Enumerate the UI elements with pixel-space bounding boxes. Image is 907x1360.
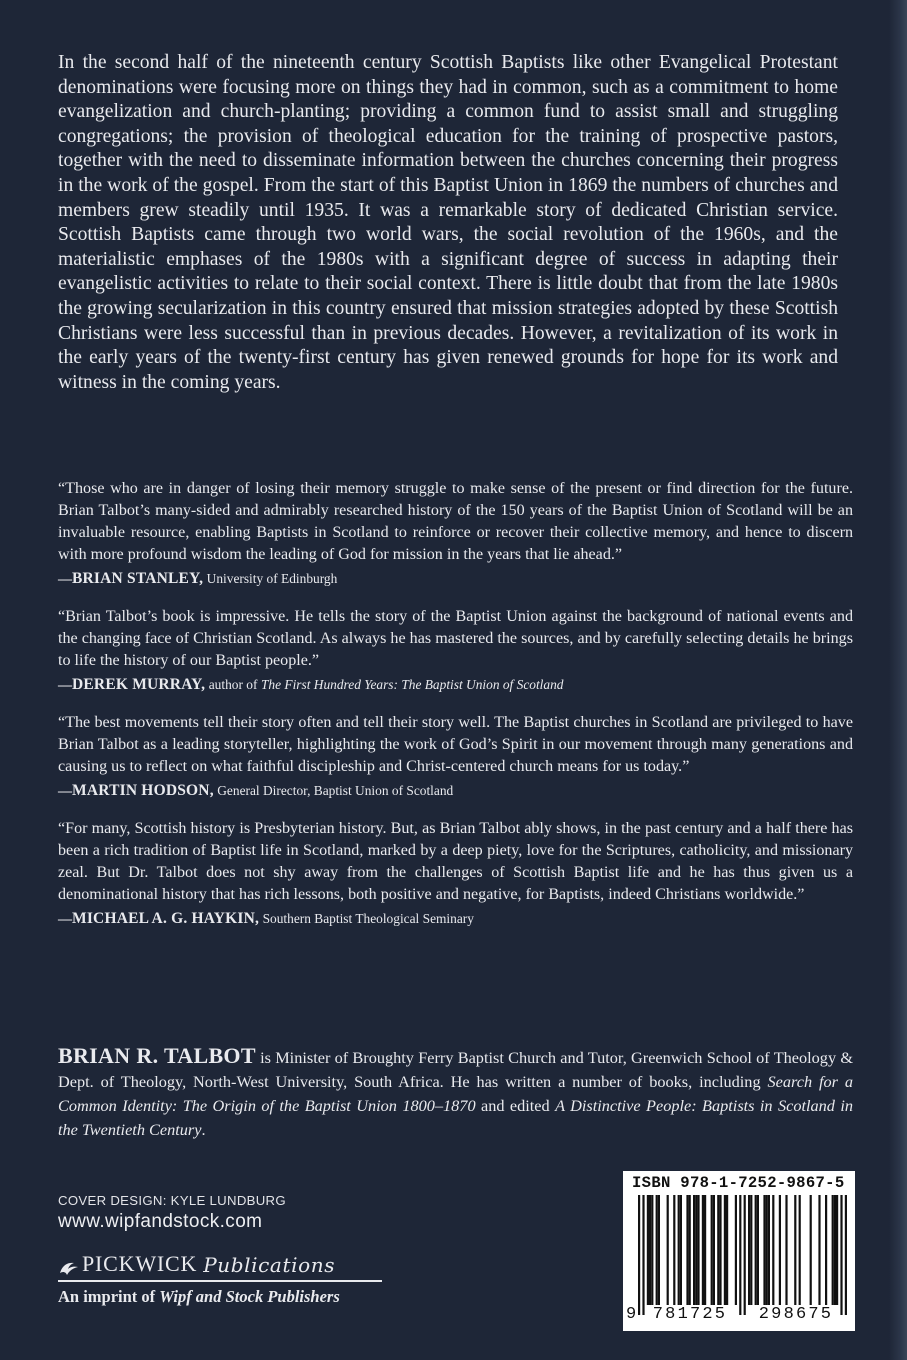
pickwick-bird-icon (58, 1257, 80, 1277)
barcode-bar (724, 1195, 726, 1305)
endorsement-text: “For many, Scottish history is Presbyterian history. But, as Brian Talbot ably shows, in the past century and a half there has been a rich tradition of Baptist life in Scotland, marked by a deep piety, love for the Scriptures, catholicity, and missionary zeal. But Dr. Talbot does not shy away from the challenges of Scottish Baptist life and he has thus given us a denominational history that has rich lessons, both positive and negative, for Baptists, indeed Christians worldwide.” (58, 820, 853, 903)
barcode-bar (673, 1195, 675, 1305)
barcode-bar (750, 1195, 752, 1305)
barcode-bar (772, 1195, 774, 1305)
barcode-bar (680, 1195, 682, 1305)
barcode-bar (755, 1195, 757, 1305)
attribution-dash: — (58, 912, 72, 927)
bio-book-title: A Distinctive People: Baptists in Scotland in the Twentieth Century (58, 1096, 853, 1139)
cover-edge-strip (889, 0, 907, 1360)
barcode-bar (651, 1195, 653, 1305)
barcode-bar (638, 1195, 640, 1315)
endorser-affiliation: author of (208, 677, 258, 692)
barcode-bar (845, 1195, 847, 1315)
barcode-bar (695, 1195, 697, 1305)
publisher-website: www.wipfandstock.com (58, 1211, 263, 1232)
endorsement-attribution (58, 781, 853, 802)
endorsements (58, 478, 853, 946)
barcode-bar (689, 1195, 691, 1305)
attribution-dash: — (58, 572, 72, 587)
endorser-affiliation: Southern Baptist Theological Seminary (262, 911, 474, 926)
isbn-label: ISBN 978-1-7252-9867-5 (632, 1174, 845, 1192)
barcode-bar (840, 1195, 842, 1315)
barcode-bar (667, 1195, 669, 1305)
endorsement-1 (58, 478, 853, 590)
barcode-bar (711, 1195, 713, 1305)
barcode-bar (735, 1195, 737, 1305)
barcode-bar (836, 1195, 838, 1305)
endorsement-attribution (58, 569, 853, 590)
barcode-bar (693, 1195, 695, 1305)
publisher-name: PICKWICK (82, 1251, 198, 1276)
barcode-bar (766, 1195, 768, 1305)
cover-design-credit: COVER DESIGN: KYLE LUNDBURG (58, 1193, 286, 1208)
isbn-barcode (623, 1171, 855, 1331)
book-description: In the second half of the nineteenth century Scottish Baptists like other Evangelical Protestant denominations were focusing more on things they had in common, such as a commitment to home evangelization and church-planting; providing a common fund to assist small and struggling congregations; the provision of theological education for the training of prospective pastors, together with the need to disseminate information between the churches concerning their progress in the work of the gospel. From the start of this Baptist Union in 1869 the numbers of churches and members grew steadily until 1935. It was a remarkable story of dedicated Christian service. Scottish Baptists came through two world wars, the social revolution of the 1960s, and the materialistic emphases of the 1980s with a significant degree of success in adapting their evangelistic activities to relate to their social context. There is little doubt that from the late 1980s the growing secularization in this country ensured that mission strategies adopted by these Scottish Christians were less successful than in previous decades. However, a revitalization of its work in the early years of the twenty-first century has given renewed grounds for hope for its work and witness in the coming years. (58, 52, 838, 393)
barcode-bar (719, 1195, 721, 1305)
endorsement-text: “Brian Talbot’s book is impressive. He tells the story of the Baptist Union against the background of national events and the changing face of Christian Scotland. As always he has mastered the sources, and by carefully selecting details he brings to life the history of our Baptist people.” (58, 608, 853, 669)
endorser-name: BRIAN STANLEY, (72, 570, 204, 587)
author-bio (58, 1044, 853, 1142)
imprint-prefix: An imprint of (58, 1287, 160, 1306)
barcode-bar (794, 1195, 796, 1305)
barcode-bar (678, 1195, 680, 1305)
barcode-bar (818, 1195, 820, 1305)
barcode-bar (717, 1195, 719, 1305)
barcode-bar (834, 1195, 836, 1305)
bio-text: and edited (475, 1096, 556, 1115)
author-name: BRIAN R. TALBOT (58, 1043, 256, 1068)
bio-text: is Minister of Broughty Ferry Baptist Church and Tutor, Greenwich School of Theology & Dept. of Theology, North-West University, South Africa. He has written a number of books, including (58, 1048, 854, 1091)
barcode-right-digits: 298675 (758, 1305, 834, 1324)
endorser-affiliation: University of Edinburgh (206, 571, 338, 586)
endorsement-text: “Those who are in danger of losing their memory struggle to make sense of the present or find direction for the future. Brian Talbot’s many-sided and admirably researched history of the 150 years of the Baptist Union of Scotland will be an invaluable resource, enabling Baptists in Scotland to reinforce or recover their collective memory, and hence to discern with more profound wisdom the leading of God for mission in the years that lie ahead.” (58, 480, 853, 563)
barcode-bar (832, 1195, 834, 1305)
barcode-bar (697, 1195, 699, 1305)
endorser-name: DEREK MURRAY, (72, 676, 206, 693)
barcode-bar (726, 1195, 728, 1305)
barcode-bar (713, 1195, 715, 1305)
endorser-name: MARTIN HODSON, (72, 782, 214, 799)
endorsement-4 (58, 818, 853, 930)
attribution-dash: — (58, 678, 72, 693)
barcode-left-digits: 781725 (652, 1305, 728, 1324)
barcode-bar (785, 1195, 787, 1305)
barcode-bar (825, 1195, 827, 1305)
barcode-bar (656, 1195, 658, 1305)
endorser-name: MICHAEL A. G. HAYKIN, (72, 910, 260, 927)
attribution-dash: — (58, 784, 72, 799)
publisher-name-italic: Publications (203, 1253, 336, 1277)
publisher-divider (58, 1280, 382, 1282)
bio-text: . (201, 1120, 206, 1139)
endorser-book-title: The First Hundred Years: The Baptist Union of Scotland (260, 677, 564, 692)
barcode-bar (779, 1195, 781, 1305)
publisher-imprint (58, 1286, 388, 1308)
barcode-bar (642, 1195, 644, 1315)
barcode-digits (623, 1305, 855, 1327)
barcode-bar (810, 1195, 812, 1305)
endorser-affiliation: General Director, Baptist Union of Scotland (217, 783, 454, 798)
barcode-bar (658, 1195, 660, 1305)
barcode-bar (763, 1195, 765, 1305)
endorsement-2 (58, 606, 853, 696)
endorsement-attribution (58, 909, 853, 930)
barcode-lead-digit: 9 (626, 1305, 637, 1324)
barcode-bar (757, 1195, 759, 1305)
endorsement-3 (58, 712, 853, 802)
barcode-bar (799, 1195, 801, 1305)
barcode-bar (702, 1195, 704, 1305)
endorsement-attribution (58, 675, 853, 696)
barcode-bar (768, 1195, 770, 1305)
publisher-logo-block (58, 1249, 388, 1308)
imprint-publisher: Wipf and Stock Publishers (159, 1287, 340, 1306)
barcode-bar (686, 1195, 688, 1305)
barcode-bar (649, 1195, 651, 1305)
bio-book-title: Search for a Common Identity: The Origin of the Baptist Union 1800–1870 (58, 1072, 853, 1115)
barcode-bar (739, 1195, 741, 1315)
barcode-bar (704, 1195, 706, 1305)
barcode-bar (744, 1195, 746, 1315)
endorsement-text: “The best movements tell their story often and tell their story well. The Baptist churches in Scotland are privileged to have Brian Talbot as a leading storyteller, highlighting the work of God’s Spirit in our movement through many generations and causing us to reflect on what faithful discipleship and Christ-centered church means for us today.” (58, 714, 853, 775)
barcode-bar (647, 1195, 649, 1305)
barcode-bar (748, 1195, 750, 1305)
